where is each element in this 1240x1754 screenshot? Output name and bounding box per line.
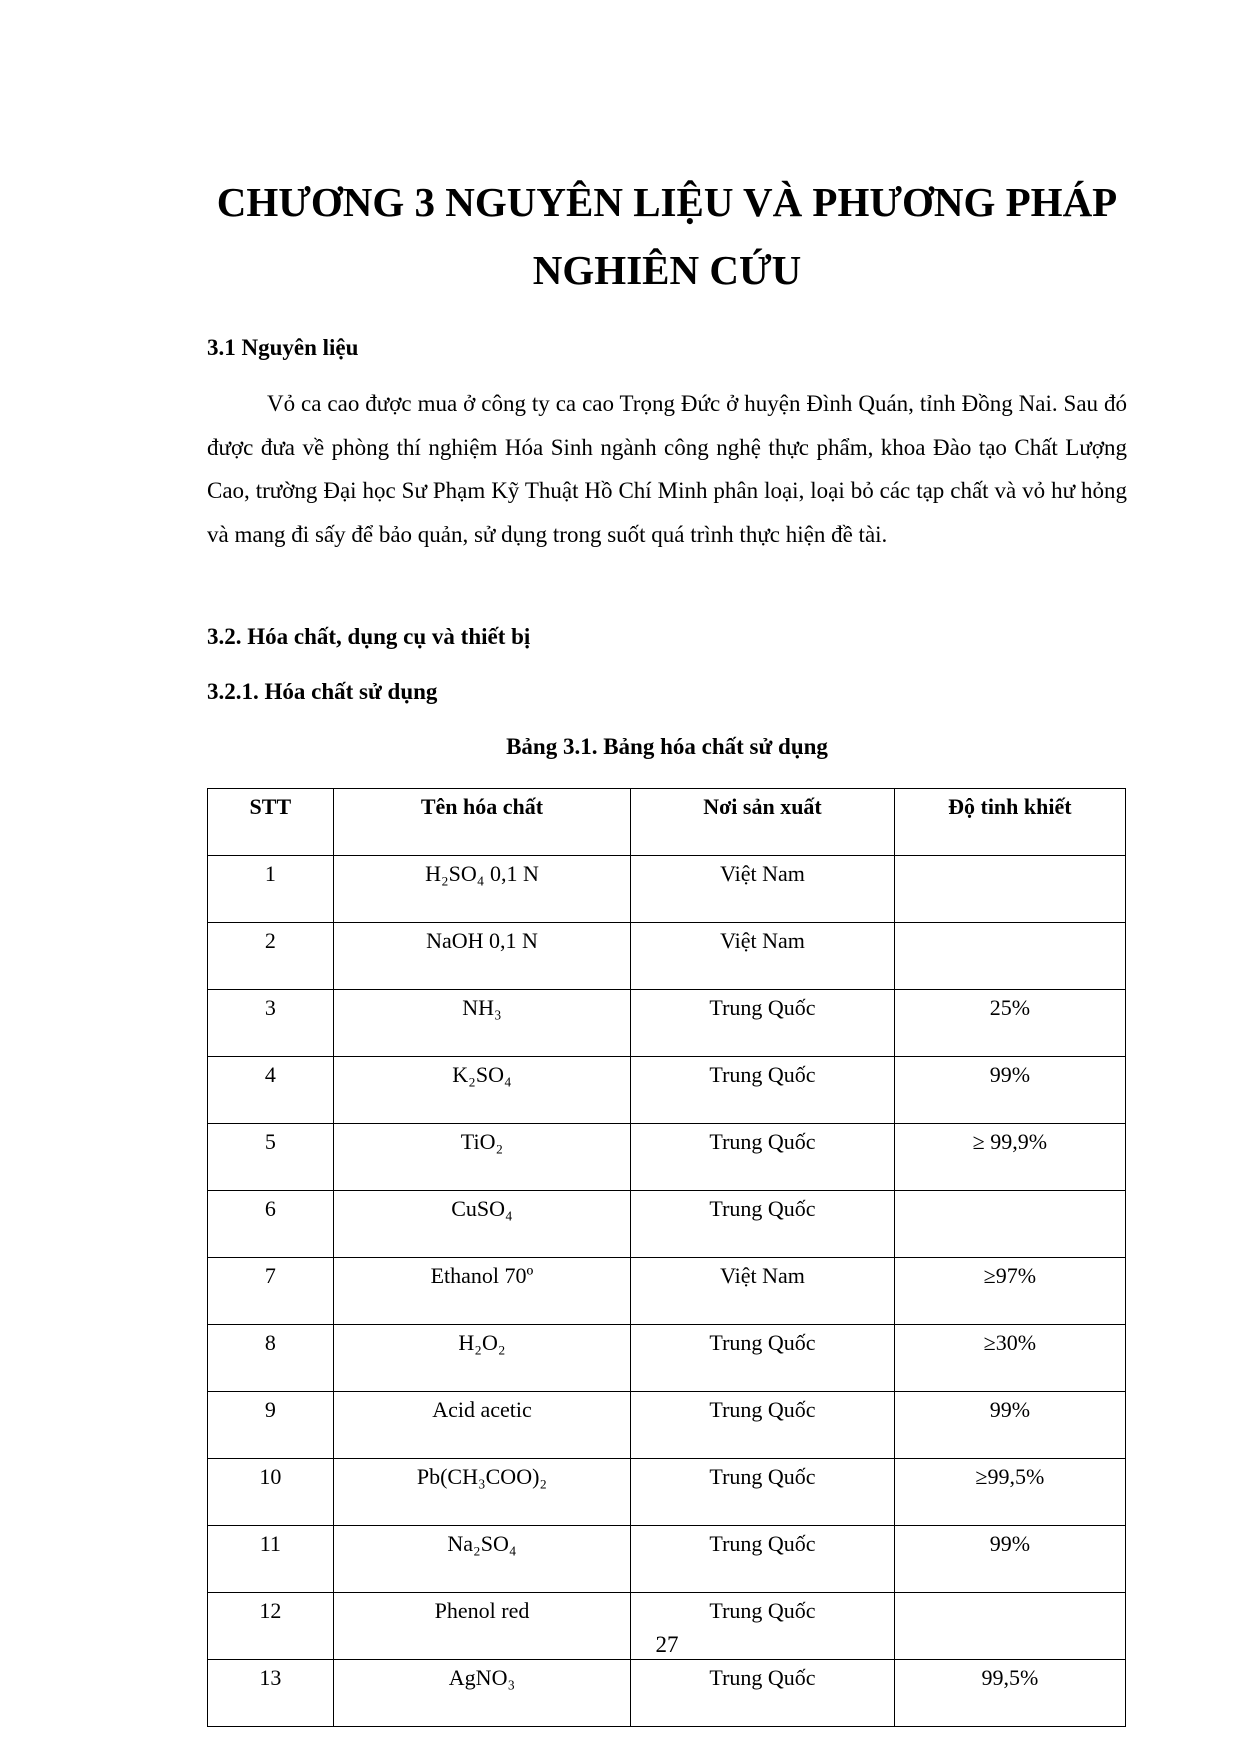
cell-chemical-name: H₂SO₄ 0,1 N [333, 856, 631, 923]
cell-chemical-name: Phenol red [333, 1593, 631, 1660]
cell-chemical-name: AgNO₃ [333, 1660, 631, 1727]
header-chemical-name: Tên hóa chất [333, 789, 631, 856]
cell-origin: Trung Quốc [631, 1124, 894, 1191]
cell-stt: 11 [208, 1526, 334, 1593]
cell-origin: Trung Quốc [631, 1593, 894, 1660]
cell-origin: Trung Quốc [631, 1660, 894, 1727]
chemicals-table [207, 788, 1126, 1727]
cell-stt: 1 [208, 856, 334, 923]
cell-purity [894, 1191, 1125, 1258]
cell-chemical-name: Na₂SO₄ [333, 1526, 631, 1593]
cell-origin: Việt Nam [631, 856, 894, 923]
cell-chemical-name: H₂O₂ [333, 1325, 631, 1392]
table-row [208, 1392, 1126, 1459]
cell-stt: 7 [208, 1258, 334, 1325]
cell-purity: ≥30% [894, 1325, 1125, 1392]
cell-chemical-name: CuSO₄ [333, 1191, 631, 1258]
cell-purity: ≥ 99,9% [894, 1124, 1125, 1191]
table-row [208, 1660, 1126, 1727]
cell-stt: 3 [208, 990, 334, 1057]
section-heading-3-2: 3.2. Hóa chất, dụng cụ và thiết bị [207, 624, 531, 649]
table-row [208, 1191, 1126, 1258]
table-row [208, 1526, 1126, 1593]
cell-chemical-name: Ethanol 70º [333, 1258, 631, 1325]
cell-purity: 99% [894, 1057, 1125, 1124]
section-heading-3-2-1: 3.2.1. Hóa chất sử dụng [207, 679, 438, 704]
section-3-1-paragraph: Vỏ ca cao được mua ở công ty ca cao Trọng Đức ở huyện Đình Quán, tỉnh Đồng Nai. Sau đó được đưa về phòng thí nghiệm Hóa Sinh ngành công nghệ thực phẩm, khoa Đào tạo Chất Lượng Cao, trường Đại học Sư Phạm Kỹ Thuật Hồ Chí Minh phân loại, loại bỏ các tạp chất và vỏ hư hỏng và mang đi sấy để bảo quản, sử dụng trong suốt quá trình thực hiện đề tài. [207, 391, 1127, 547]
cell-origin: Trung Quốc [631, 1191, 894, 1258]
cell-origin: Trung Quốc [631, 1057, 894, 1124]
section-heading-3-1: 3.1 Nguyên liệu [207, 335, 359, 360]
cell-stt: 10 [208, 1459, 334, 1526]
cell-origin: Trung Quốc [631, 990, 894, 1057]
header-stt: STT [208, 789, 334, 856]
cell-origin: Trung Quốc [631, 1392, 894, 1459]
table-row [208, 1459, 1126, 1526]
table-row [208, 856, 1126, 923]
cell-purity: 99% [894, 1526, 1125, 1593]
cell-chemical-name: K₂SO₄ [333, 1057, 631, 1124]
cell-stt: 13 [208, 1660, 334, 1727]
cell-stt: 5 [208, 1124, 334, 1191]
header-purity: Độ tinh khiết [894, 789, 1125, 856]
table-body [208, 856, 1126, 1727]
table-row [208, 1258, 1126, 1325]
table-row [208, 990, 1126, 1057]
cell-purity: ≥97% [894, 1258, 1125, 1325]
cell-stt: 4 [208, 1057, 334, 1124]
cell-origin: Việt Nam [631, 923, 894, 990]
cell-purity [894, 923, 1125, 990]
chapter-title: CHƯƠNG 3 NGUYÊN LIỆU VÀ PHƯƠNG PHÁP NGHIÊN CỨU [216, 179, 1118, 293]
cell-purity: 25% [894, 990, 1125, 1057]
table-row [208, 1325, 1126, 1392]
cell-origin: Trung Quốc [631, 1526, 894, 1593]
cell-purity: 99% [894, 1392, 1125, 1459]
cell-purity [894, 856, 1125, 923]
cell-stt: 8 [208, 1325, 334, 1392]
table-caption: Bảng 3.1. Bảng hóa chất sử dụng [506, 734, 828, 759]
cell-chemical-name: TiO₂ [333, 1124, 631, 1191]
cell-chemical-name: NH₃ [333, 990, 631, 1057]
cell-chemical-name: NaOH 0,1 N [333, 923, 631, 990]
cell-origin: Việt Nam [631, 1258, 894, 1325]
cell-purity: ≥99,5% [894, 1459, 1125, 1526]
page-number: 27 [655, 1632, 679, 1657]
cell-stt: 6 [208, 1191, 334, 1258]
cell-stt: 12 [208, 1593, 334, 1660]
cell-origin: Trung Quốc [631, 1459, 894, 1526]
cell-stt: 2 [208, 923, 334, 990]
cell-origin: Trung Quốc [631, 1325, 894, 1392]
table-header-row [208, 789, 1126, 856]
cell-stt: 9 [208, 1392, 334, 1459]
header-origin: Nơi sản xuất [631, 789, 894, 856]
table-row [208, 923, 1126, 990]
cell-chemical-name: Pb(CH₃COO)₂ [333, 1459, 631, 1526]
cell-purity: 99,5% [894, 1660, 1125, 1727]
table-row [208, 1124, 1126, 1191]
table-row [208, 1057, 1126, 1124]
cell-chemical-name: Acid acetic [333, 1392, 631, 1459]
